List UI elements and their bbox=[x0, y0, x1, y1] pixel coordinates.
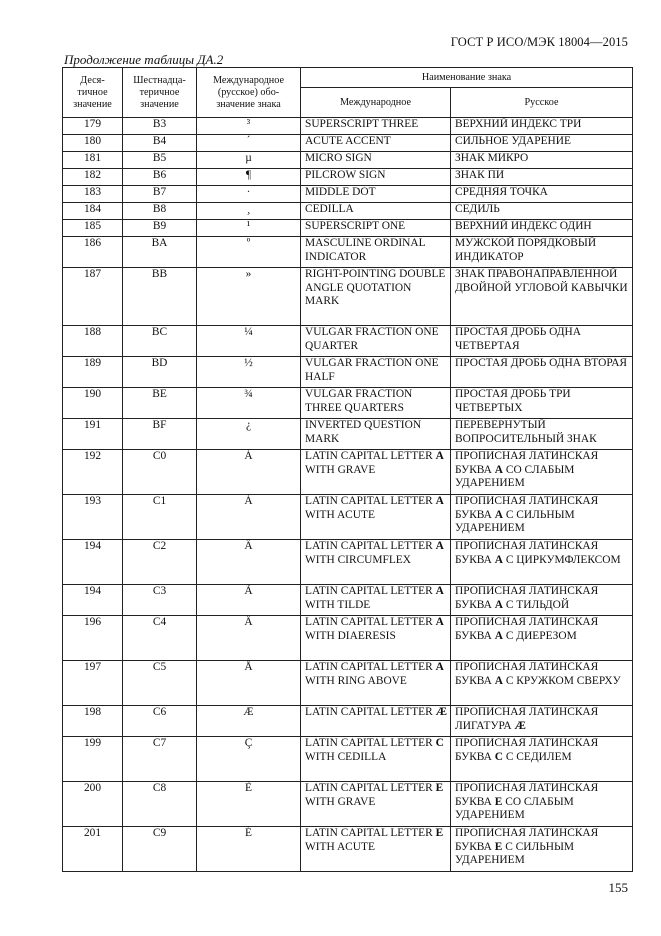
cell-decimal: 193 bbox=[63, 495, 123, 540]
cell-name-russian: ПРОПИСНАЯ ЛАТИНСКАЯ БУКВА A С ДИЕРЕЗОМ bbox=[451, 616, 633, 661]
cell-decimal: 186 bbox=[63, 237, 123, 268]
cell-name-international: CEDILLA bbox=[301, 203, 451, 220]
cell-symbol: Â bbox=[197, 540, 301, 585]
cell-symbol: Ä bbox=[197, 616, 301, 661]
cell-hex: C1 bbox=[123, 495, 197, 540]
cell-hex: BE bbox=[123, 388, 197, 419]
cell-hex: C6 bbox=[123, 706, 197, 737]
cell-name-russian: ЗНАК ПРАВОНАПРАВЛЕННОЙ ДВОЙНОЙ УГЛОВОЙ КАВЫЧКИ bbox=[451, 268, 633, 326]
cell-name-international: VULGAR FRACTION ONE HALF bbox=[301, 357, 451, 388]
table-row bbox=[63, 737, 633, 782]
col-header-symbol: Международное (русское) обо- значение знака bbox=[197, 68, 301, 118]
table-row bbox=[63, 827, 633, 872]
cell-name-russian: ПРОПИСНАЯ ЛАТИНСКАЯ БУКВА A С СИЛЬНЫМ УДАРЕНИЕМ bbox=[451, 495, 633, 540]
table-row bbox=[63, 326, 633, 357]
cell-name-international: VULGAR FRACTION ONE QUARTER bbox=[301, 326, 451, 357]
cell-name-russian: ВЕРХНИЙ ИНДЕКС ОДИН bbox=[451, 220, 633, 237]
cell-name-international: LATIN CAPITAL LETTER A WITH RING ABOVE bbox=[301, 661, 451, 706]
cell-decimal: 192 bbox=[63, 450, 123, 495]
cell-name-russian: ПРОПИСНАЯ ЛАТИНСКАЯ БУКВА E СО СЛАБЫМ УДАРЕНИЕМ bbox=[451, 782, 633, 827]
cell-hex: B6 bbox=[123, 169, 197, 186]
table-row bbox=[63, 782, 633, 827]
cell-hex: C4 bbox=[123, 616, 197, 661]
cell-decimal: 182 bbox=[63, 169, 123, 186]
table-row bbox=[63, 152, 633, 169]
cell-name-russian: СЕДИЛЬ bbox=[451, 203, 633, 220]
cell-name-russian: ПРОСТАЯ ДРОБЬ ОДНА ВТОРАЯ bbox=[451, 357, 633, 388]
cell-name-russian: ЗНАК ПИ bbox=[451, 169, 633, 186]
cell-name-russian: ПРОПИСНАЯ ЛАТИНСКАЯ БУКВА A С КРУЖКОМ СВЕРХУ bbox=[451, 661, 633, 706]
cell-symbol: ¹ bbox=[197, 220, 301, 237]
cell-symbol: É bbox=[197, 827, 301, 872]
cell-hex: B9 bbox=[123, 220, 197, 237]
cell-name-international: SUPERSCRIPT ONE bbox=[301, 220, 451, 237]
table-row bbox=[63, 616, 633, 661]
cell-symbol: · bbox=[197, 186, 301, 203]
cell-decimal: 180 bbox=[63, 135, 123, 152]
cell-symbol: Æ bbox=[197, 706, 301, 737]
cell-symbol: È bbox=[197, 782, 301, 827]
table-row bbox=[63, 220, 633, 237]
cell-name-international: RIGHT-POINTING DOUBLE ANGLE QUOTATION MARK bbox=[301, 268, 451, 326]
cell-decimal: 196 bbox=[63, 616, 123, 661]
cell-decimal: 194 bbox=[63, 585, 123, 616]
table-row bbox=[63, 450, 633, 495]
cell-symbol: Å bbox=[197, 661, 301, 706]
cell-decimal: 185 bbox=[63, 220, 123, 237]
table-row bbox=[63, 585, 633, 616]
table-row bbox=[63, 118, 633, 135]
cell-symbol: ¿ bbox=[197, 419, 301, 450]
col-header-name-international: Международное bbox=[301, 88, 451, 118]
cell-name-russian: ВЕРХНИЙ ИНДЕКС ТРИ bbox=[451, 118, 633, 135]
table-row bbox=[63, 135, 633, 152]
table-row bbox=[63, 388, 633, 419]
cell-name-russian: ПРОПИСНАЯ ЛАТИНСКАЯ БУКВА A СО СЛАБЫМ УДАРЕНИЕМ bbox=[451, 450, 633, 495]
table-row bbox=[63, 186, 633, 203]
cell-symbol: Ç bbox=[197, 737, 301, 782]
cell-name-international: MIDDLE DOT bbox=[301, 186, 451, 203]
cell-name-international: MASCULINE ORDINAL INDICATOR bbox=[301, 237, 451, 268]
cell-decimal: 187 bbox=[63, 268, 123, 326]
cell-name-international: ACUTE ACCENT bbox=[301, 135, 451, 152]
cell-hex: BF bbox=[123, 419, 197, 450]
cell-name-international: LATIN CAPITAL LETTER A WITH TILDE bbox=[301, 585, 451, 616]
cell-name-russian: ПЕРЕВЕРНУТЫЙ ВОПРОСИТЕЛЬНЫЙ ЗНАК bbox=[451, 419, 633, 450]
table-row bbox=[63, 661, 633, 706]
cell-symbol: » bbox=[197, 268, 301, 326]
cell-name-russian: СРЕДНЯЯ ТОЧКА bbox=[451, 186, 633, 203]
cell-symbol: µ bbox=[197, 152, 301, 169]
cell-hex: B8 bbox=[123, 203, 197, 220]
cell-name-international: PILCROW SIGN bbox=[301, 169, 451, 186]
cell-hex: B3 bbox=[123, 118, 197, 135]
col-header-hex: Шестнадца- теричное значение bbox=[123, 68, 197, 118]
col-header-decimal: Деся- тичное значение bbox=[63, 68, 123, 118]
cell-symbol: Á bbox=[197, 495, 301, 540]
cell-name-russian: ПРОПИСНАЯ ЛАТИНСКАЯ БУКВА A С ТИЛЬДОЙ bbox=[451, 585, 633, 616]
cell-name-international: LATIN CAPITAL LETTER A WITH DIAERESIS bbox=[301, 616, 451, 661]
table-row bbox=[63, 419, 633, 450]
cell-name-russian: ПРОСТАЯ ДРОБЬ ОДНА ЧЕТВЕРТАЯ bbox=[451, 326, 633, 357]
cell-name-russian: МУЖСКОЙ ПОРЯДКОВЫЙ ИНДИКАТОР bbox=[451, 237, 633, 268]
cell-hex: B4 bbox=[123, 135, 197, 152]
page-number: 155 bbox=[608, 880, 628, 895]
cell-name-russian: ПРОПИСНАЯ ЛАТИНСКАЯ БУКВА A С ЦИРКУМФЛЕКСОМ bbox=[451, 540, 633, 585]
cell-decimal: 190 bbox=[63, 388, 123, 419]
cell-decimal: 198 bbox=[63, 706, 123, 737]
cell-decimal: 201 bbox=[63, 827, 123, 872]
cell-symbol: ¸ bbox=[197, 203, 301, 220]
cell-symbol: À bbox=[197, 450, 301, 495]
cell-name-russian: ПРОПИСНАЯ ЛАТИНСКАЯ ЛИГАТУРА Æ bbox=[451, 706, 633, 737]
cell-decimal: 191 bbox=[63, 419, 123, 450]
cell-decimal: 181 bbox=[63, 152, 123, 169]
col-header-name-group: Наименование знака bbox=[301, 68, 633, 88]
cell-hex: C8 bbox=[123, 782, 197, 827]
cell-name-international: INVERTED QUESTION MARK bbox=[301, 419, 451, 450]
cell-decimal: 183 bbox=[63, 186, 123, 203]
cell-symbol: º bbox=[197, 237, 301, 268]
cell-hex: BD bbox=[123, 357, 197, 388]
cell-symbol: ¶ bbox=[197, 169, 301, 186]
cell-symbol: ´ bbox=[197, 135, 301, 152]
cell-decimal: 197 bbox=[63, 661, 123, 706]
cell-symbol: ¾ bbox=[197, 388, 301, 419]
cell-name-international: LATIN CAPITAL LETTER A WITH ACUTE bbox=[301, 495, 451, 540]
cell-symbol: ¼ bbox=[197, 326, 301, 357]
cell-name-russian: ПРОПИСНАЯ ЛАТИНСКАЯ БУКВА E С СИЛЬНЫМ УДАРЕНИЕМ bbox=[451, 827, 633, 872]
table-row bbox=[63, 540, 633, 585]
cell-hex: B7 bbox=[123, 186, 197, 203]
table-body bbox=[63, 118, 633, 872]
table-row bbox=[63, 169, 633, 186]
cell-hex: BA bbox=[123, 237, 197, 268]
table-row bbox=[63, 357, 633, 388]
cell-name-international: MICRO SIGN bbox=[301, 152, 451, 169]
cell-decimal: 179 bbox=[63, 118, 123, 135]
cell-name-international: LATIN CAPITAL LETTER C WITH CEDILLA bbox=[301, 737, 451, 782]
document-header: ГОСТ Р ИСО/МЭК 18004—2015 bbox=[450, 35, 628, 49]
cell-symbol: ³ bbox=[197, 118, 301, 135]
cell-hex: C9 bbox=[123, 827, 197, 872]
col-header-name-russian: Русское bbox=[451, 88, 633, 118]
cell-hex: C5 bbox=[123, 661, 197, 706]
cell-hex: BC bbox=[123, 326, 197, 357]
table-row bbox=[63, 268, 633, 326]
cell-decimal: 200 bbox=[63, 782, 123, 827]
cell-name-international: LATIN CAPITAL LETTER A WITH CIRCUMFLEX bbox=[301, 540, 451, 585]
cell-name-russian: ПРОПИСНАЯ ЛАТИНСКАЯ БУКВА C С СЕДИЛЕМ bbox=[451, 737, 633, 782]
cell-name-international: VULGAR FRACTION THREE QUARTERS bbox=[301, 388, 451, 419]
cell-hex: C0 bbox=[123, 450, 197, 495]
cell-name-international: LATIN CAPITAL LETTER E WITH ACUTE bbox=[301, 827, 451, 872]
cell-hex: B5 bbox=[123, 152, 197, 169]
cell-decimal: 188 bbox=[63, 326, 123, 357]
cell-name-russian: СИЛЬНОЕ УДАРЕНИЕ bbox=[451, 135, 633, 152]
cell-hex: C7 bbox=[123, 737, 197, 782]
table-row bbox=[63, 706, 633, 737]
cell-decimal: 199 bbox=[63, 737, 123, 782]
cell-decimal: 194 bbox=[63, 540, 123, 585]
table-caption: Продолжение таблицы ДА.2 bbox=[64, 52, 224, 67]
cell-decimal: 184 bbox=[63, 203, 123, 220]
cell-name-international: LATIN CAPITAL LETTER E WITH GRAVE bbox=[301, 782, 451, 827]
character-table bbox=[62, 67, 633, 872]
cell-name-russian: ЗНАК МИКРО bbox=[451, 152, 633, 169]
cell-name-international: LATIN CAPITAL LETTER A WITH GRAVE bbox=[301, 450, 451, 495]
cell-hex: C3 bbox=[123, 585, 197, 616]
table-row bbox=[63, 495, 633, 540]
table-row bbox=[63, 203, 633, 220]
cell-hex: BB bbox=[123, 268, 197, 326]
cell-symbol: ½ bbox=[197, 357, 301, 388]
cell-hex: C2 bbox=[123, 540, 197, 585]
cell-decimal: 189 bbox=[63, 357, 123, 388]
cell-name-international: SUPERSCRIPT THREE bbox=[301, 118, 451, 135]
cell-name-russian: ПРОСТАЯ ДРОБЬ ТРИ ЧЕТВЕРТЫХ bbox=[451, 388, 633, 419]
cell-name-international: LATIN CAPITAL LETTER Æ bbox=[301, 706, 451, 737]
cell-symbol: Ã bbox=[197, 585, 301, 616]
table-row bbox=[63, 237, 633, 268]
